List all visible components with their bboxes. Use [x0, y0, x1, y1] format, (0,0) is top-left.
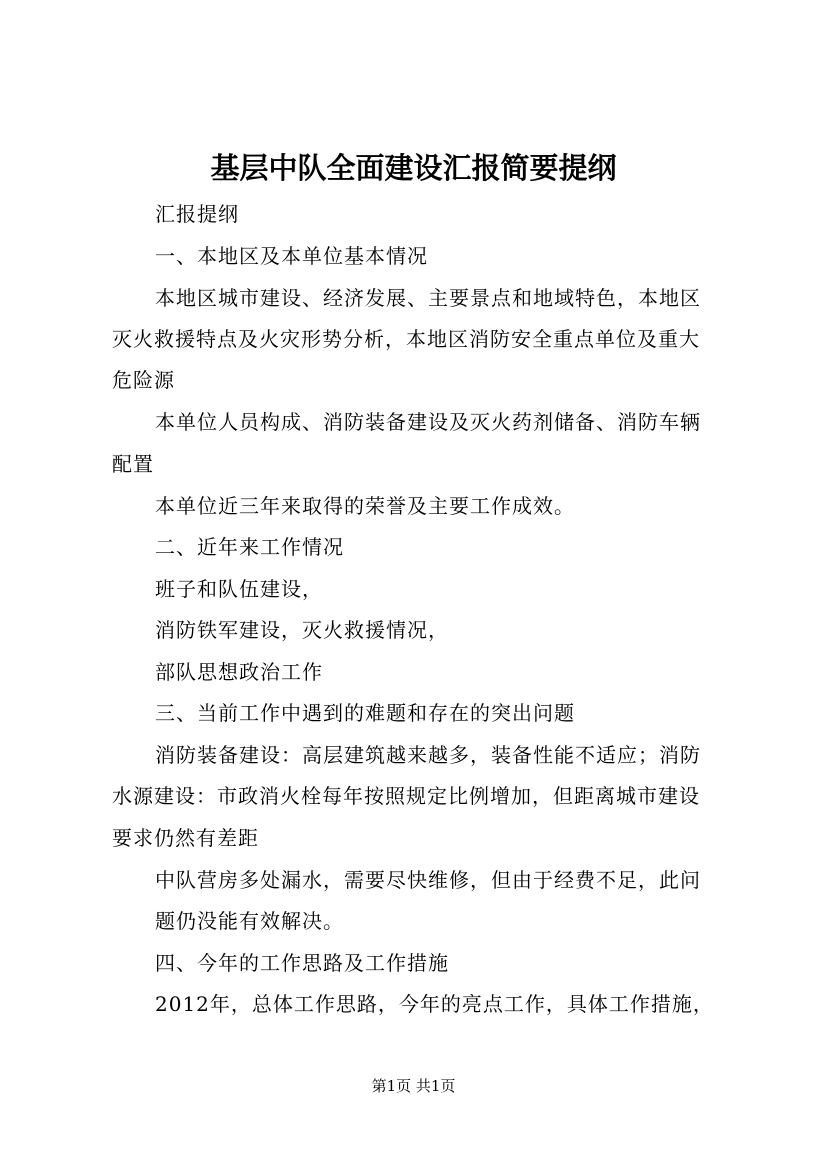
- body-line: 本地区城市建设、经济发展、主要景点和地域特色，本地区: [155, 286, 701, 310]
- body-line: 中队营房多处漏水，需要尽快维修，但由于经费不足，此问: [155, 868, 701, 892]
- page-number-footer: 第1页 共1页: [371, 1077, 456, 1095]
- section-heading: 二、近年来工作情况: [155, 535, 344, 559]
- body-line: 班子和队伍建设，: [155, 577, 323, 601]
- body-line: 部队思想政治工作: [155, 660, 323, 684]
- body-line: 灭火救援特点及火灾形势分析，本地区消防安全重点单位及重大: [112, 327, 700, 351]
- section-heading: 四、今年的工作思路及工作措施: [155, 951, 449, 975]
- body-line: 本单位近三年来取得的荣誉及主要工作成效。: [155, 494, 575, 518]
- body-line: 配置: [112, 452, 154, 476]
- body-line: 汇报提纲: [155, 202, 239, 226]
- section-heading: 三、当前工作中遇到的难题和存在的突出问题: [155, 701, 575, 725]
- body-line: 要求仍然有差距: [112, 826, 259, 850]
- section-heading: 一、本地区及本单位基本情况: [155, 244, 428, 268]
- body-line: 2012年，总体工作思路，今年的亮点工作，具体工作措施，: [155, 992, 714, 1016]
- document-title: 基层中队全面建设汇报简要提纲: [210, 151, 617, 185]
- body-line: 题仍没能有效解决。: [155, 909, 344, 933]
- body-line: 消防装备建设：高层建筑越来越多，装备性能不适应；消防: [155, 743, 701, 767]
- body-line: 水源建设：市政消火栓每年按照规定比例增加，但距离城市建设: [112, 784, 700, 808]
- body-line: 危险源: [112, 368, 175, 392]
- body-line: 消防铁军建设，灭火救援情况，: [155, 618, 449, 642]
- body-line: 本单位人员构成、消防装备建设及灭火药剂储备、消防车辆: [155, 410, 701, 434]
